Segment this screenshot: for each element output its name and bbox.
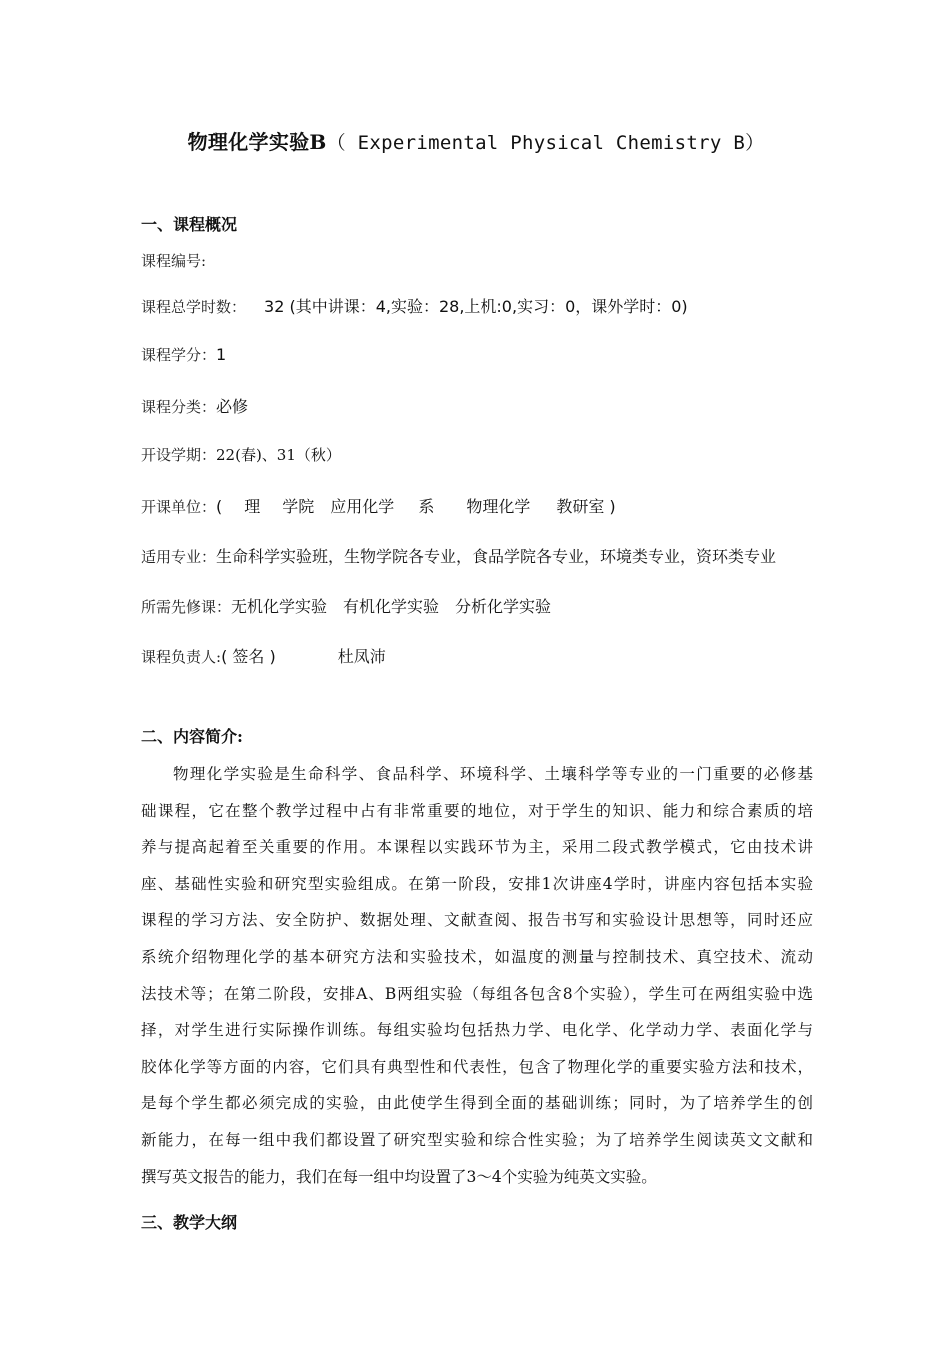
total-hours-label: 课程总学时数： xyxy=(141,298,247,316)
department-label: 开课单位： xyxy=(141,498,217,516)
paragraph-line: 胶体化学等方面的内容，它们具有典型性和代表性，包含了物理化学的重要实验方法和技术， xyxy=(141,1057,813,1076)
course-title-en: （ Experimental Physical Chemistry B） xyxy=(326,132,765,154)
course-title xyxy=(0,126,952,155)
major-row xyxy=(141,544,776,567)
term-label: 开设学期： xyxy=(141,446,217,464)
course-lead-label: 课程负责人: xyxy=(141,648,222,666)
prerequisite-course: 有机化学实验 xyxy=(343,597,440,616)
paragraph-line: 础课程，它在整个教学过程中占有非常重要的地位，对于学生的知识、能力和综合素质的培 xyxy=(141,801,813,820)
paragraph-line: 撰写英文报告的能力，我们在每一组中均设置了3～4个实验为纯英文实验。 xyxy=(141,1167,657,1186)
credit-value: 1 xyxy=(216,345,227,364)
department-group: 物理化学 xyxy=(466,497,531,516)
paragraph-line: 择，对学生进行实际操作训练。每组实验均包括热力学、电化学、化学动力学、表面化学与 xyxy=(141,1021,813,1040)
total-hours-row xyxy=(141,294,688,317)
paragraph-line: 是每个学生都必须完成的实验，由此使学生得到全面的基础训练；同时，为了培养学生的创 xyxy=(141,1094,813,1113)
term-row xyxy=(141,444,341,465)
term-value: 22(春)、31（秋） xyxy=(216,446,341,464)
paragraph-line: 新能力，在每一组中我们都设置了研究型实验和综合性实验；为了培养学生阅读英文文献和 xyxy=(141,1130,813,1149)
paragraph-line: 物理化学实验是生命科学、食品科学、环境科学、土壤科学等专业的一门重要的必修基 xyxy=(173,765,813,783)
prerequisite-label: 所需先修课： xyxy=(141,598,232,616)
credit-row xyxy=(141,344,226,365)
course-lead-row xyxy=(141,644,386,667)
course-lead-signature: ( 签名 ) xyxy=(221,647,276,666)
paragraph-line: 法技术等；在第二阶段，安排A、B两组实验（每组各包含8个实验），学生可在两组实验中选 xyxy=(141,984,813,1003)
paragraph-line: 课程的学习方法、安全防护、数据处理、文献查阅、报告书写和实验设计思想等，同时还应 xyxy=(141,911,813,930)
department-office: 教研室 ) xyxy=(556,497,616,516)
paragraph-line: 养与提高起着至关重要的作用。本课程以实践环节为主，采用二段式教学模式，它由技术讲 xyxy=(141,838,813,857)
section-heading-syllabus: 三、教学大纲 xyxy=(141,1213,238,1232)
department-school-char: 理 xyxy=(244,497,261,516)
course-code-row xyxy=(141,250,206,271)
total-hours-value: 32 (其中讲课：4,实验：28,上机:0,实习：0，课外学时：0) xyxy=(264,297,688,316)
category-value: 必修 xyxy=(216,397,249,416)
paragraph-line: 座、基础性实验和研究型实验组成。在第一阶段，安排1次讲座4学时，讲座内容包括本实验 xyxy=(141,874,813,893)
course-title-cn: 物理化学实验B xyxy=(187,130,327,154)
section-heading-intro: 二、内容简介: xyxy=(141,727,243,746)
department-row xyxy=(141,494,616,517)
category-label: 课程分类： xyxy=(141,398,217,416)
course-lead-name: 杜凤沛 xyxy=(337,647,386,666)
section-heading-overview: 一、课程概况 xyxy=(141,215,238,234)
major-label: 适用专业： xyxy=(141,548,217,566)
prerequisite-course: 无机化学实验 xyxy=(231,597,328,616)
department-school: 学院 xyxy=(282,497,315,516)
course-code-label: 课程编号: xyxy=(141,252,207,270)
department-major: 应用化学 xyxy=(330,497,395,516)
department-dept: 系 xyxy=(418,497,435,516)
major-value: 生命科学实验班，生物学院各专业，食品学院各专业，环境类专业，资环类专业 xyxy=(216,547,777,566)
department-open-paren: ( xyxy=(216,497,223,516)
credit-label: 课程学分： xyxy=(141,346,217,364)
paragraph-line: 系统介绍物理化学的基本研究方法和实验技术，如温度的测量与控制技术、真空技术、流动 xyxy=(141,947,813,966)
prerequisite-course: 分析化学实验 xyxy=(455,597,552,616)
intro-paragraph xyxy=(141,756,813,1195)
prerequisite-row xyxy=(141,594,551,617)
category-row xyxy=(141,394,248,417)
